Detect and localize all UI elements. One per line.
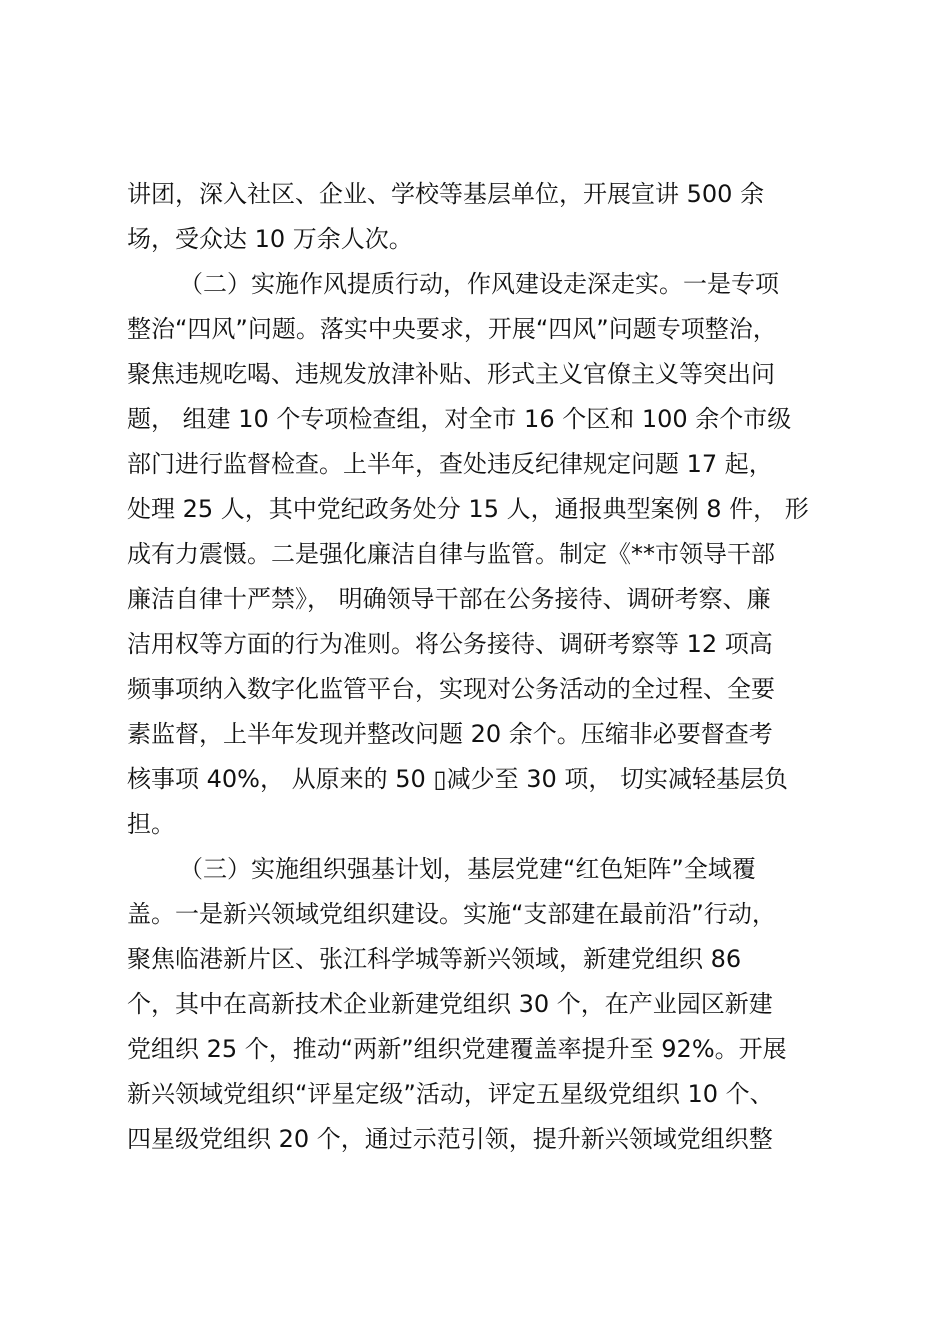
text-line: 频事项纳入数字化监管平台，实现对公务活动的全过程、全要	[127, 675, 775, 703]
text-line: 廉洁自律十严禁》， 明确领导干部在公务接待、调研考察、廉	[127, 585, 771, 613]
text-line: 成有力震慑。二是强化廉洁自律与监管。制定《**市领导干部	[127, 540, 775, 568]
text-line: 聚焦违规吃喝、违规发放津补贴、形式主义官僚主义等突出问	[127, 360, 775, 388]
text-line: 场，受众达 10 万余人次。	[127, 225, 413, 253]
text-line: 题， 组建 10 个专项检查组，对全市 16 个区和 100 余个市级	[127, 405, 792, 433]
section-heading-line: （三）实施组织强基计划，基层党建“红色矩阵”全域覆	[179, 855, 756, 883]
text-line: 新兴领域党组织“评星定级”活动，评定五星级党组织 10 个、	[127, 1080, 774, 1108]
text-line: 洁用权等方面的行为准则。将公务接待、调研考察等 12 项高	[127, 630, 773, 658]
text-line: 四星级党组织 20 个，通过示范引领，提升新兴领域党组织整	[127, 1125, 773, 1153]
text-line: 盖。一是新兴领域党组织建设。实施“支部建在最前沿”行动，	[127, 900, 776, 928]
text-line: 个，其中在高新技术企业新建党组织 30 个，在产业园区新建	[127, 990, 773, 1018]
text-line: 党组织 25 个，推动“两新”组织党建覆盖率提升至 92%。开展	[127, 1035, 787, 1063]
text-line: 部门进行监督检查。上半年，查处违反纪律规定问题 17 起，	[127, 450, 773, 478]
body-text	[127, 172, 827, 1162]
section-heading-line: （二）实施作风提质行动，作风建设走深走实。一是专项	[179, 270, 779, 298]
text-line: 整治“四风”问题。落实中央要求，开展“四风”问题专项整治，	[127, 315, 777, 343]
text-line: 处理 25 人，其中党纪政务处分 15 人，通报典型案例 8 件， 形	[127, 495, 809, 523]
text-line: 素监督，上半年发现并整改问题 20 余个。压缩非必要督查考	[127, 720, 773, 748]
text-line: 聚焦临港新片区、张江科学城等新兴领域，新建党组织 86	[127, 945, 742, 973]
text-line: 担。	[127, 810, 175, 838]
text-line: 讲团，深入社区、企业、学校等基层单位，开展宣讲 500 余	[127, 180, 765, 208]
text-line: 核事项 40%， 从原来的 50 ▯减少至 30 项， 切实减轻基层负	[127, 765, 789, 793]
